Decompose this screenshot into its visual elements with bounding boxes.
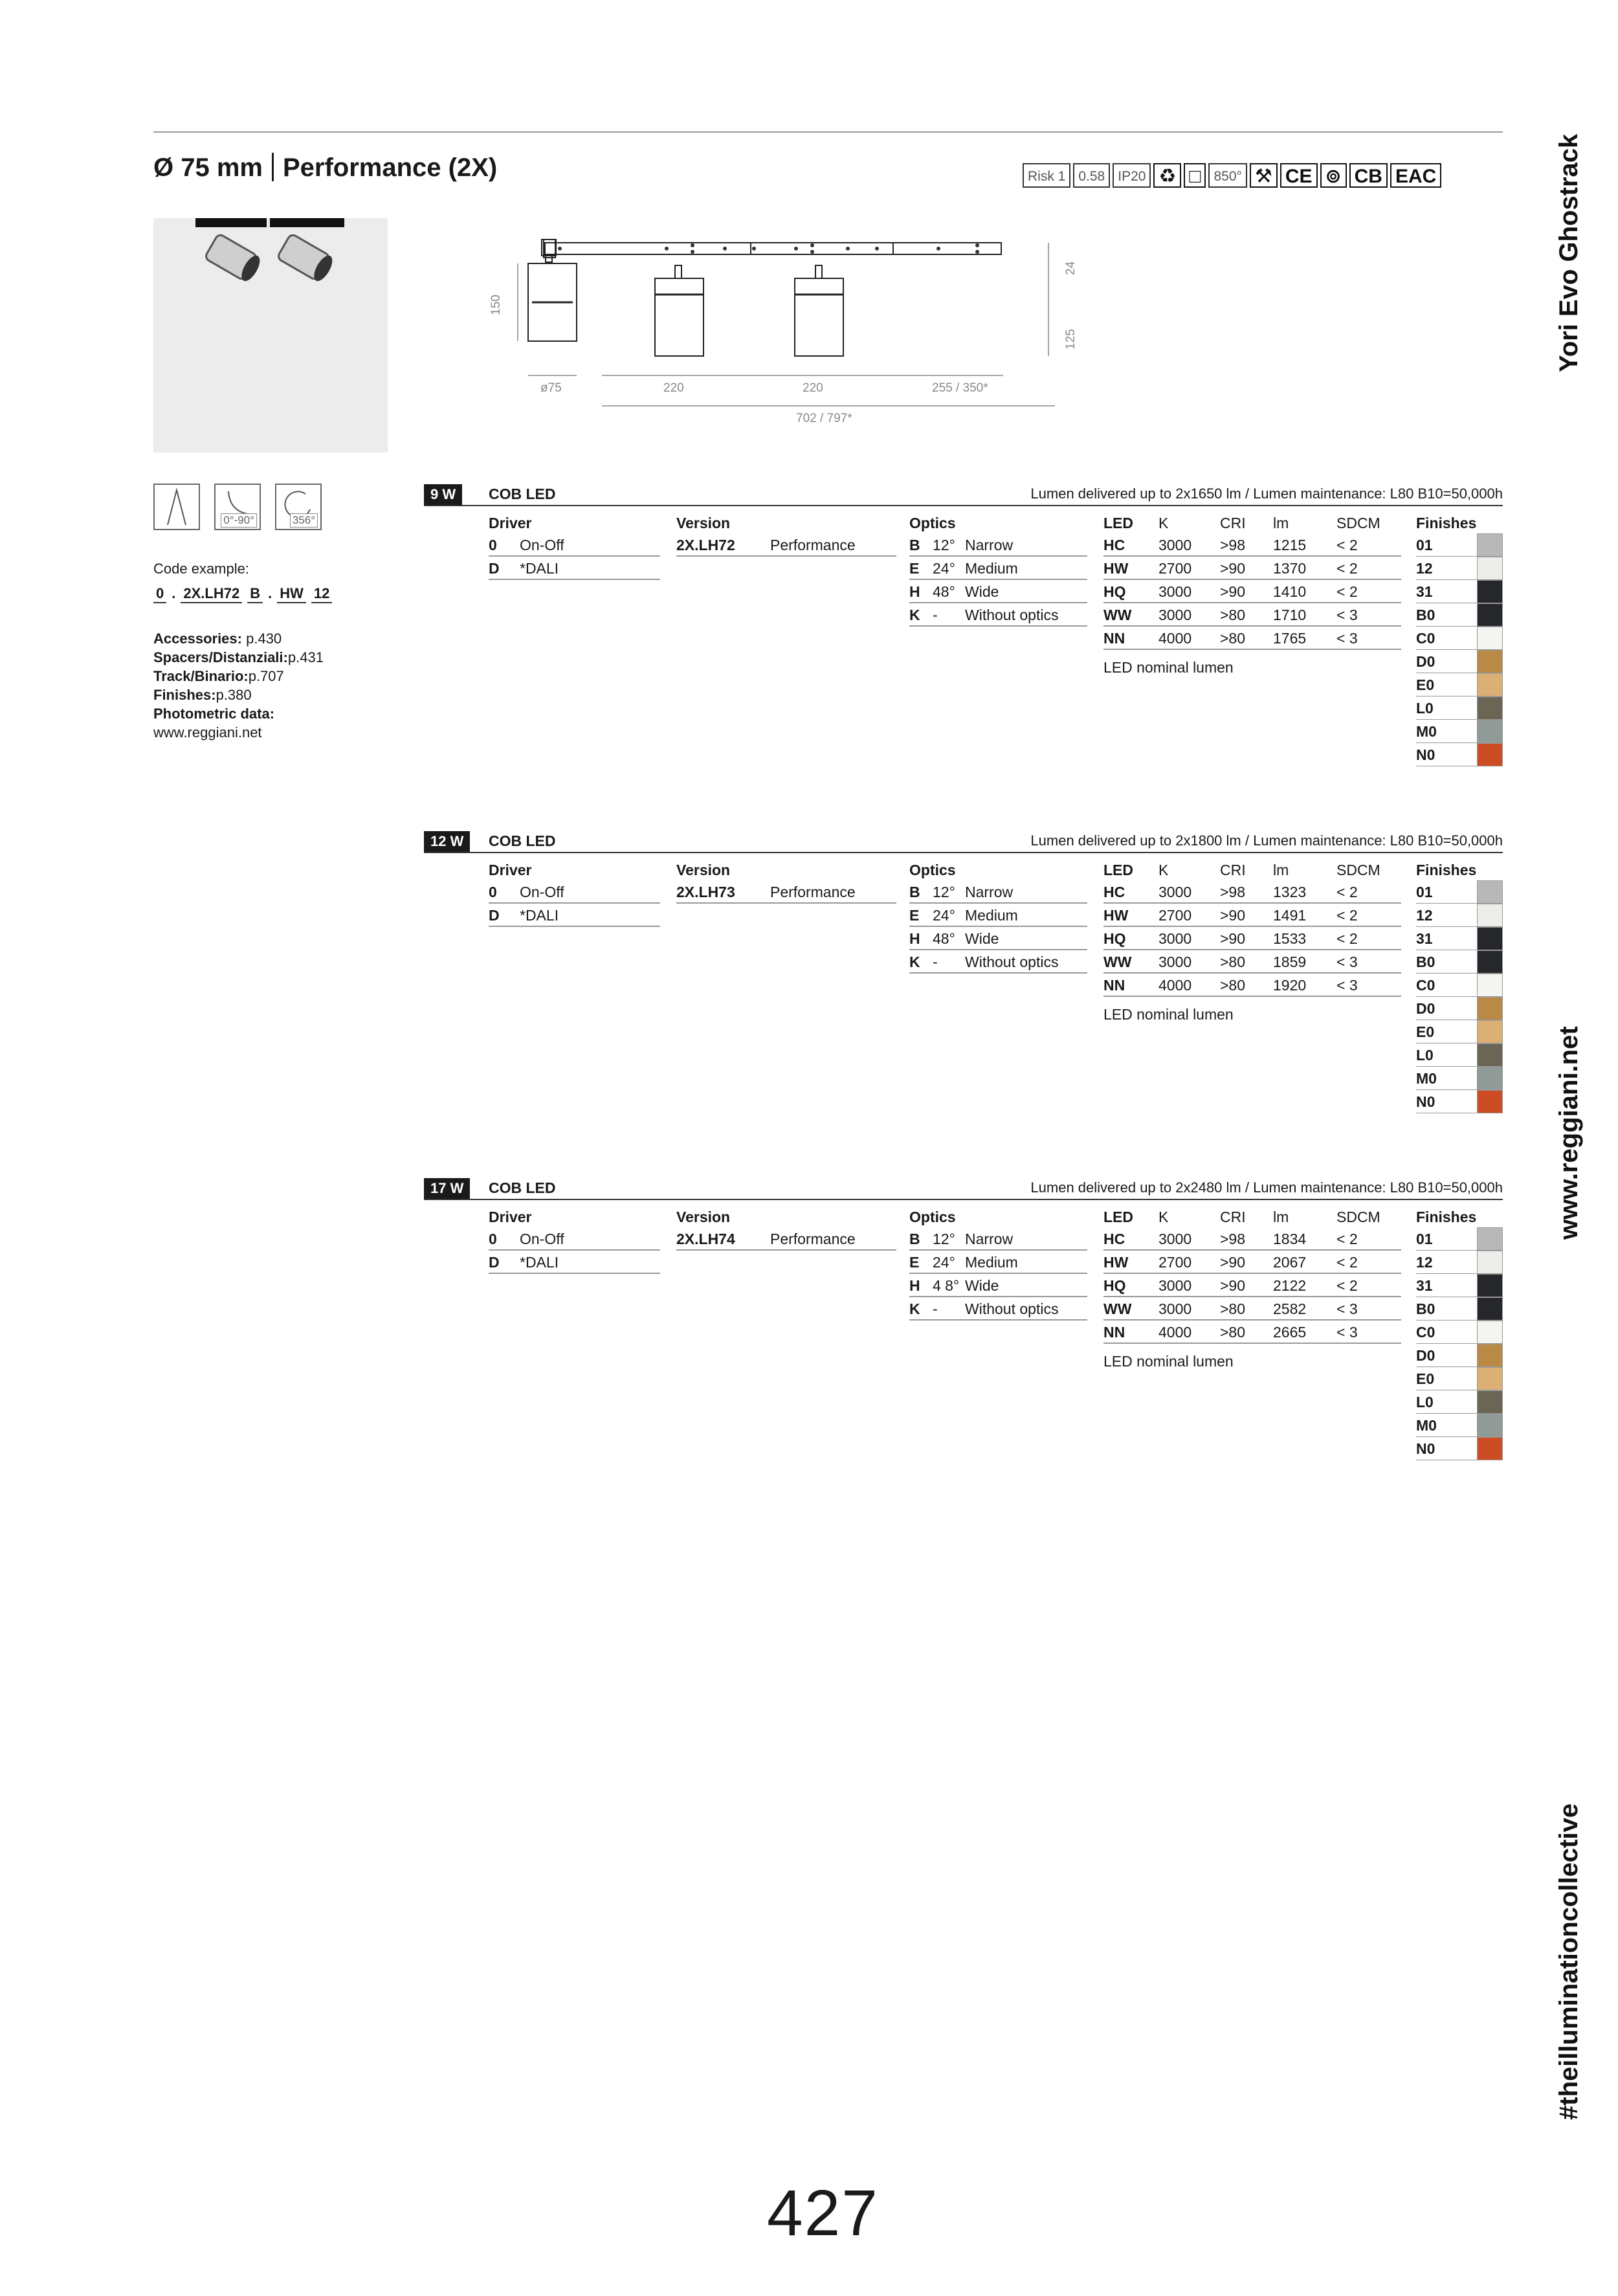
led-note: LED nominal lumen bbox=[1103, 1353, 1234, 1370]
version-column: Version 2X.LH74 Performance bbox=[676, 1207, 896, 1251]
finishes-column: Finishes 01 12 31 B0 C0 D0 E0 L0 M0 N0 bbox=[1416, 513, 1503, 766]
finish-row[interactable]: L0 bbox=[1416, 1043, 1503, 1067]
section-header bbox=[424, 831, 1503, 853]
led-row[interactable]: WW 3000 >80 2582 < 3 bbox=[1103, 1297, 1401, 1321]
dim-seg3: 255 / 350* bbox=[932, 381, 988, 395]
finish-row[interactable]: N0 bbox=[1416, 1090, 1503, 1113]
finish-swatch bbox=[1477, 904, 1503, 927]
led-row[interactable]: HW 2700 >90 1370 < 2 bbox=[1103, 557, 1401, 580]
dim-seg1: 220 bbox=[663, 381, 684, 395]
led-note: LED nominal lumen bbox=[1103, 1006, 1234, 1023]
page-title: Ø 75 mm Performance (2X) bbox=[153, 153, 498, 182]
dim-height: 150 bbox=[489, 295, 503, 315]
led-row[interactable]: NN 4000 >80 1920 < 3 bbox=[1103, 974, 1401, 997]
optics-row[interactable]: K - Without optics bbox=[909, 603, 1087, 627]
finish-swatch bbox=[1477, 1043, 1503, 1067]
finish-row[interactable]: N0 bbox=[1416, 743, 1503, 766]
section-header bbox=[424, 1178, 1503, 1200]
finish-swatch bbox=[1477, 743, 1503, 766]
led-note: LED nominal lumen bbox=[1103, 659, 1234, 676]
beam-icon bbox=[153, 484, 200, 530]
finish-swatch bbox=[1477, 720, 1503, 743]
driver-column: Driver 0 On-Off D *DALI bbox=[489, 860, 660, 927]
technical-drawing bbox=[485, 236, 1094, 434]
section-1 bbox=[424, 831, 1503, 1110]
side-hashtag: #theilluminationcollective bbox=[1555, 1803, 1583, 2120]
feature-icons bbox=[153, 484, 322, 530]
lumen-info: Lumen delivered up to 2x1800 lm / Lumen maintenance: L80 B10=50,000h bbox=[1030, 832, 1503, 849]
side-url[interactable]: www.reggiani.net bbox=[1555, 1026, 1583, 1240]
optics-row[interactable]: E 24° Medium bbox=[909, 557, 1087, 580]
finish-swatch bbox=[1477, 974, 1503, 997]
finish-row[interactable]: 31 bbox=[1416, 1274, 1503, 1297]
finish-swatch bbox=[1477, 1090, 1503, 1113]
dim-track: 24 bbox=[1064, 261, 1078, 275]
dim-seg2: 220 bbox=[803, 381, 823, 395]
finish-row[interactable]: B0 bbox=[1416, 1297, 1503, 1321]
finish-swatch bbox=[1477, 533, 1503, 557]
optics-row[interactable]: B 12° Narrow bbox=[909, 1227, 1087, 1251]
led-row[interactable]: HC 3000 >98 1215 < 2 bbox=[1103, 533, 1401, 557]
tilt-icon: 0°-90° bbox=[214, 484, 261, 530]
optics-row[interactable]: H 48° Wide bbox=[909, 927, 1087, 950]
optics-column: Optics B 12° Narrow E 24° Medium H 48° Wide K - Without optics bbox=[909, 513, 1087, 627]
finish-swatch bbox=[1477, 557, 1503, 580]
watt-badge: 17 W bbox=[424, 1178, 470, 1199]
cob-label: COB LED bbox=[489, 1179, 556, 1196]
ip-cert: IP20 bbox=[1113, 163, 1151, 188]
finish-swatch bbox=[1477, 1251, 1503, 1274]
led-row[interactable]: HW 2700 >90 2067 < 2 bbox=[1103, 1251, 1401, 1274]
temperature-cert: 850° bbox=[1208, 163, 1247, 188]
finish-row[interactable]: 31 bbox=[1416, 927, 1503, 950]
led-column: LED K CRI lm SDCM HC 3000 >98 1215 < 2 HW 2700 >90 1370 < 2 HQ 3000 >90 1410 < 2 WW 3000 >80 1710 < 3 NN 4000 >80 1765 < 3 LED nominal lumen bbox=[1103, 513, 1401, 676]
code-example: 0 . 2X.LH72 B . HW 12 bbox=[153, 585, 332, 603]
finish-row[interactable]: D0 bbox=[1416, 1344, 1503, 1367]
lumen-info: Lumen delivered up to 2x1650 lm / Lumen maintenance: L80 B10=50,000h bbox=[1030, 485, 1503, 502]
finish-row[interactable]: M0 bbox=[1416, 1414, 1503, 1437]
section-0 bbox=[424, 484, 1503, 763]
version-row[interactable]: 2X.LH73 Performance bbox=[676, 880, 896, 904]
driver-row[interactable]: 0 On-Off bbox=[489, 1227, 660, 1251]
finish-swatch bbox=[1477, 1437, 1503, 1460]
led-row[interactable]: WW 3000 >80 1859 < 3 bbox=[1103, 950, 1401, 974]
watt-badge: 12 W bbox=[424, 831, 470, 852]
finish-swatch bbox=[1477, 697, 1503, 720]
led-row[interactable]: NN 4000 >80 1765 < 3 bbox=[1103, 627, 1401, 650]
finish-row[interactable]: L0 bbox=[1416, 1390, 1503, 1414]
led-row[interactable]: HC 3000 >98 1834 < 2 bbox=[1103, 1227, 1401, 1251]
finish-swatch bbox=[1477, 1414, 1503, 1437]
section-header bbox=[424, 484, 1503, 506]
cb-mark: CB bbox=[1349, 163, 1388, 188]
finish-row[interactable]: E0 bbox=[1416, 1367, 1503, 1390]
finish-row[interactable]: 12 bbox=[1416, 1251, 1503, 1274]
optics-row[interactable]: B 12° Narrow bbox=[909, 533, 1087, 557]
finish-swatch bbox=[1477, 1274, 1503, 1297]
product-photo bbox=[153, 218, 388, 452]
version-column: Version 2X.LH72 Performance bbox=[676, 513, 896, 557]
led-row[interactable]: HC 3000 >98 1323 < 2 bbox=[1103, 880, 1401, 904]
optics-row[interactable]: B 12° Narrow bbox=[909, 880, 1087, 904]
optics-row[interactable]: E 24° Medium bbox=[909, 1251, 1087, 1274]
finish-swatch bbox=[1477, 1321, 1503, 1344]
finish-swatch bbox=[1477, 580, 1503, 603]
side-brand: Yori Evo Ghostrack bbox=[1555, 133, 1583, 372]
finish-swatch bbox=[1477, 950, 1503, 974]
enec-mark: ⊚ bbox=[1320, 163, 1347, 188]
driver-column: Driver 0 On-Off D *DALI bbox=[489, 513, 660, 580]
driver-row[interactable]: D *DALI bbox=[489, 904, 660, 927]
finish-row[interactable]: M0 bbox=[1416, 1067, 1503, 1090]
finish-row[interactable]: C0 bbox=[1416, 1321, 1503, 1344]
led-column: LED K CRI lm SDCM HC 3000 >98 1323 < 2 HW 2700 >90 1491 < 2 HQ 3000 >90 1533 < 2 WW 3000 >80 1859 < 3 NN 4000 >80 1920 < 3 LED nominal lumen bbox=[1103, 860, 1401, 1023]
page-number: 427 bbox=[767, 2177, 879, 2249]
photometric-link[interactable]: www.reggiani.net bbox=[153, 724, 262, 741]
optics-column: Optics B 12° Narrow E 24° Medium H 48° Wide K - Without optics bbox=[909, 860, 1087, 974]
finishes-column: Finishes 01 12 31 B0 C0 D0 E0 L0 M0 N0 bbox=[1416, 1207, 1503, 1460]
finish-row[interactable]: E0 bbox=[1416, 673, 1503, 697]
section-2 bbox=[424, 1178, 1503, 1457]
finish-swatch bbox=[1477, 1344, 1503, 1367]
finish-swatch bbox=[1477, 1067, 1503, 1090]
finish-row[interactable]: E0 bbox=[1416, 1020, 1503, 1043]
finish-row[interactable]: M0 bbox=[1416, 720, 1503, 743]
led-row[interactable]: HQ 3000 >90 2122 < 2 bbox=[1103, 1274, 1401, 1297]
finish-row[interactable]: D0 bbox=[1416, 997, 1503, 1020]
led-column: LED K CRI lm SDCM HC 3000 >98 1834 < 2 HW 2700 >90 2067 < 2 HQ 3000 >90 2122 < 2 WW 3000 >80 2582 < 3 NN 4000 >80 2665 < 3 LED nominal lumen bbox=[1103, 1207, 1401, 1370]
finish-row[interactable]: B0 bbox=[1416, 950, 1503, 974]
driver-row[interactable]: 0 On-Off bbox=[489, 533, 660, 557]
finish-row[interactable]: L0 bbox=[1416, 697, 1503, 720]
rotate-icon: 356° bbox=[275, 484, 322, 530]
finish-swatch bbox=[1477, 1297, 1503, 1321]
optics-row[interactable]: K - Without optics bbox=[909, 1297, 1087, 1321]
finishes-column: Finishes 01 12 31 B0 C0 D0 E0 L0 M0 N0 bbox=[1416, 860, 1503, 1113]
finish-row[interactable]: 12 bbox=[1416, 557, 1503, 580]
optics-column: Optics B 12° Narrow E 24° Medium H 4 8° Wide K - Without optics bbox=[909, 1207, 1087, 1321]
finish-row[interactable]: 12 bbox=[1416, 904, 1503, 927]
finish-row[interactable]: 31 bbox=[1416, 580, 1503, 603]
finish-swatch bbox=[1477, 603, 1503, 627]
led-row[interactable]: HQ 3000 >90 1533 < 2 bbox=[1103, 927, 1401, 950]
class-ii-icon: □ bbox=[1184, 163, 1206, 188]
cob-label: COB LED bbox=[489, 485, 556, 502]
driver-row[interactable]: 0 On-Off bbox=[489, 880, 660, 904]
led-row[interactable]: WW 3000 >80 1710 < 3 bbox=[1103, 603, 1401, 627]
finish-swatch bbox=[1477, 997, 1503, 1020]
finish-swatch bbox=[1477, 650, 1503, 673]
code-example-label: Code example: bbox=[153, 561, 249, 577]
dim-diameter: ø75 bbox=[540, 381, 562, 395]
finish-row[interactable]: 01 bbox=[1416, 1227, 1503, 1251]
optics-row[interactable]: H 4 8° Wide bbox=[909, 1274, 1087, 1297]
no-disposal-icon: ⚒ bbox=[1250, 163, 1278, 188]
lumen-info: Lumen delivered up to 2x2480 lm / Lumen maintenance: L80 B10=50,000h bbox=[1030, 1179, 1503, 1196]
finish-swatch bbox=[1477, 627, 1503, 650]
risk-cert: Risk 1 bbox=[1023, 163, 1070, 188]
finish-swatch bbox=[1477, 673, 1503, 697]
driver-row[interactable]: D *DALI bbox=[489, 1251, 660, 1274]
finish-swatch bbox=[1477, 880, 1503, 904]
cob-label: COB LED bbox=[489, 832, 556, 849]
finish-row[interactable]: C0 bbox=[1416, 974, 1503, 997]
top-rule bbox=[153, 131, 1503, 133]
finish-row[interactable]: 01 bbox=[1416, 533, 1503, 557]
references: Accessories: p.430 Spacers/Distanziali:p.431 Track/Binario:p.707 Finishes:p.380 Photometric data: www.reggiani.net bbox=[153, 630, 324, 741]
led-row[interactable]: NN 4000 >80 2665 < 3 bbox=[1103, 1321, 1401, 1344]
recycle-icon: ♻ bbox=[1153, 163, 1181, 188]
finish-swatch bbox=[1477, 927, 1503, 950]
certification-marks bbox=[1023, 163, 1441, 188]
eac-mark: EAC bbox=[1390, 163, 1441, 188]
version-row[interactable]: 2X.LH72 Performance bbox=[676, 533, 896, 557]
finish-swatch bbox=[1477, 1020, 1503, 1043]
finish-row[interactable]: D0 bbox=[1416, 650, 1503, 673]
dim-body: 125 bbox=[1064, 329, 1078, 350]
optics-row[interactable]: E 24° Medium bbox=[909, 904, 1087, 927]
watt-badge: 9 W bbox=[424, 484, 462, 505]
finish-swatch bbox=[1477, 1390, 1503, 1414]
led-row[interactable]: HQ 3000 >90 1410 < 2 bbox=[1103, 580, 1401, 603]
optics-row[interactable]: K - Without optics bbox=[909, 950, 1087, 974]
weight-cert: 0.58 bbox=[1073, 163, 1110, 188]
finish-row[interactable]: C0 bbox=[1416, 627, 1503, 650]
ce-mark: CE bbox=[1280, 163, 1318, 188]
finish-swatch bbox=[1477, 1227, 1503, 1251]
driver-row[interactable]: D *DALI bbox=[489, 557, 660, 580]
dim-total: 702 / 797* bbox=[796, 412, 852, 425]
optics-row[interactable]: H 48° Wide bbox=[909, 580, 1087, 603]
finish-row[interactable]: N0 bbox=[1416, 1437, 1503, 1460]
finish-row[interactable]: B0 bbox=[1416, 603, 1503, 627]
version-column: Version 2X.LH73 Performance bbox=[676, 860, 896, 904]
finish-row[interactable]: 01 bbox=[1416, 880, 1503, 904]
version-row[interactable]: 2X.LH74 Performance bbox=[676, 1227, 896, 1251]
led-row[interactable]: HW 2700 >90 1491 < 2 bbox=[1103, 904, 1401, 927]
finish-swatch bbox=[1477, 1367, 1503, 1390]
driver-column: Driver 0 On-Off D *DALI bbox=[489, 1207, 660, 1274]
